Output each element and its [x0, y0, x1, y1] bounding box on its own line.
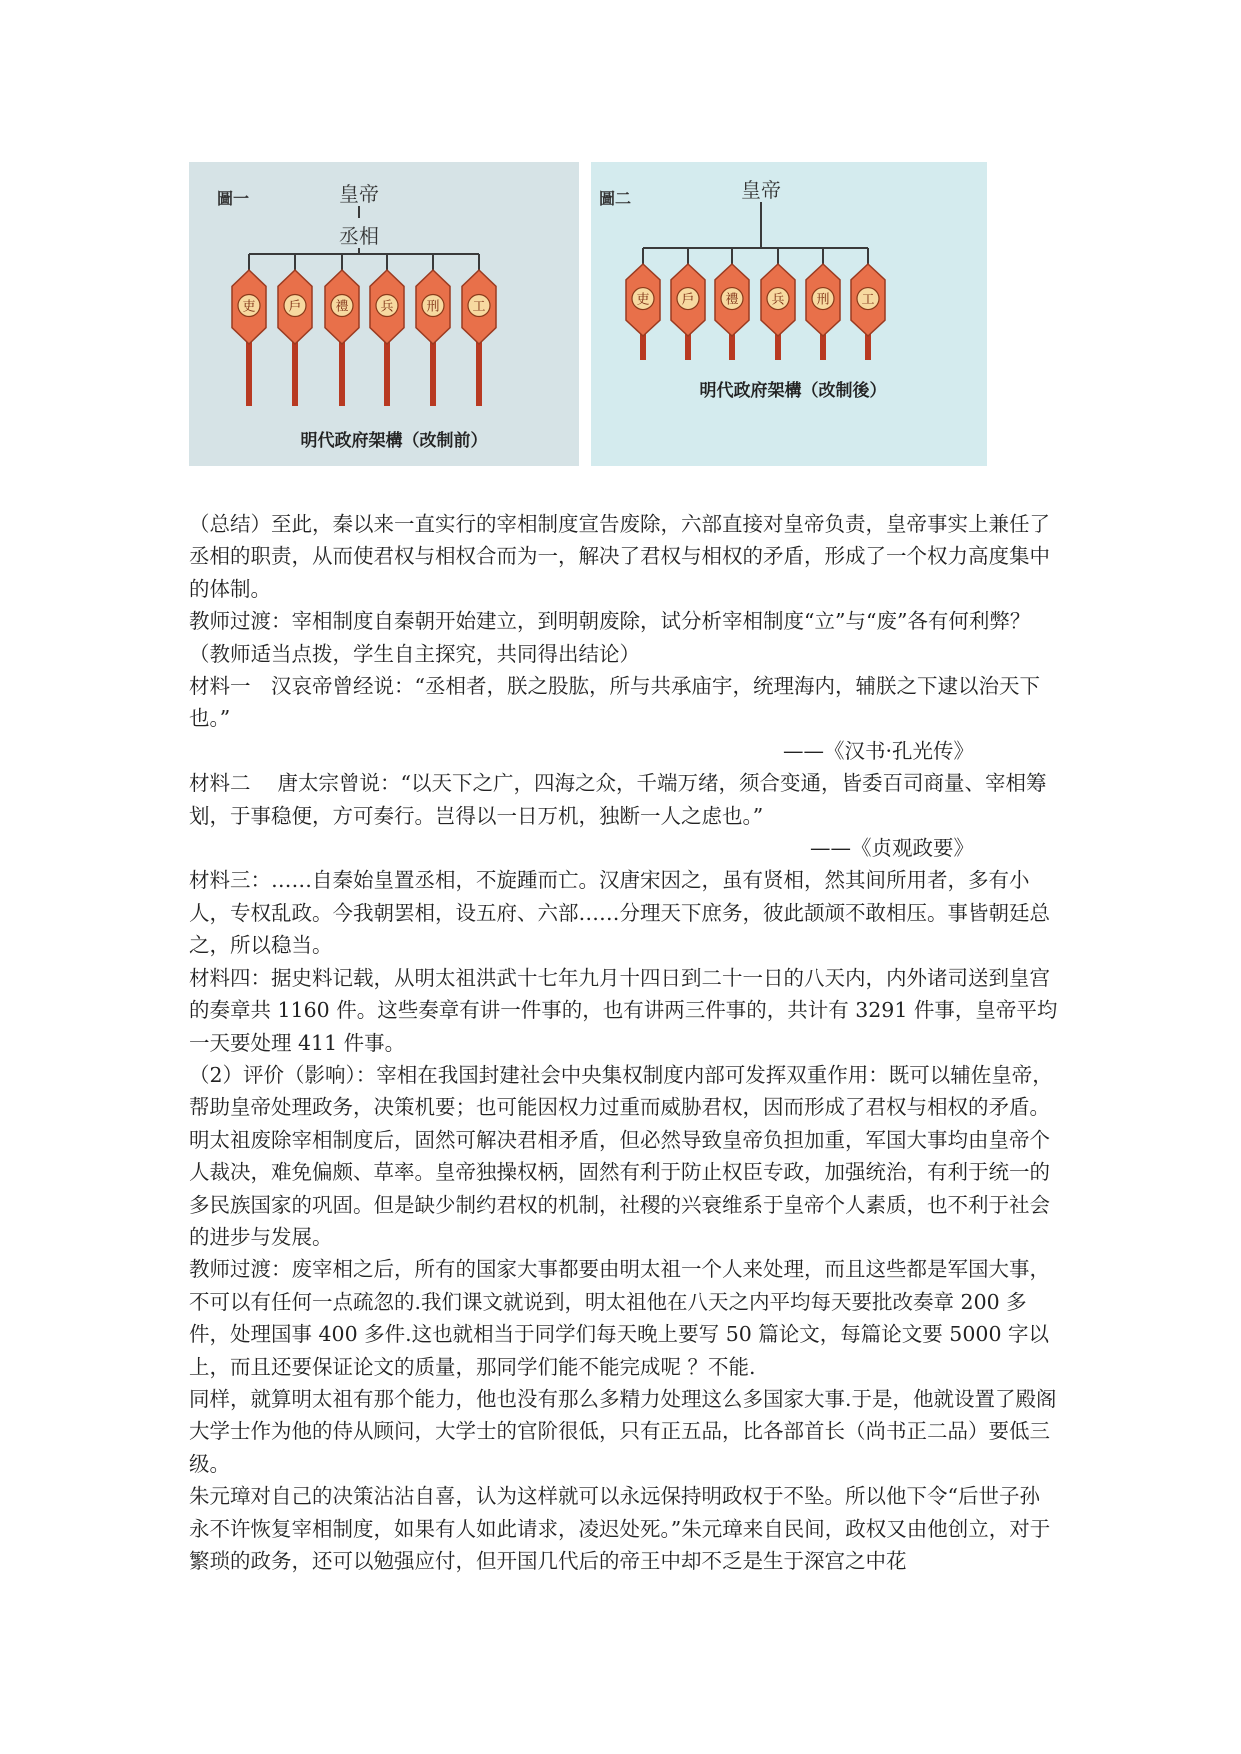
lantern-stick: [292, 340, 298, 406]
figure-caption: 明代政府架構（改制前）: [300, 431, 488, 451]
ministry-label: 刑: [816, 292, 830, 308]
ministry-lantern: [416, 270, 450, 406]
ministry-lantern: [370, 270, 404, 406]
lantern-stick: [476, 340, 482, 406]
figure-tag: 圖一: [217, 189, 250, 208]
ministry-lantern: [761, 264, 795, 360]
source-citation: ——《贞观政要》: [810, 836, 974, 861]
ministry-label: 吏: [242, 299, 256, 315]
ministry-lantern: [278, 270, 312, 406]
lantern-stick: [339, 340, 345, 406]
paragraph: （2）评价（影响）：宰相在我国封建社会中央集权制度内部可发挥双重作用：既可以辅佐皇帝，帮助皇帝处理政务，决策机要；也可能因权力过重而威胁君权，因而形成了君权与相权的矛盾。明太祖废除宰相制度后，固然可解决君相矛盾，但必然导致皇帝负担加重，军国大事均由皇帝个人裁决，难免偏颇、草率。皇帝独操权柄，固然有利于防止权臣专政，加强统治，有利于统一的多民族国家的巩固。但是缺少制约君权的机制，社稷的兴衰维系于皇帝个人素质，也不利于社会的进步与发展。: [189, 1062, 1053, 1249]
ministry-label: 兵: [380, 299, 394, 315]
emperor-label: 皇帝: [339, 182, 379, 206]
lantern-stick: [246, 340, 252, 406]
figure-caption: 明代政府架構（改制後）: [699, 381, 887, 401]
ministry-label: 戶: [681, 292, 695, 308]
ministry-lantern: [806, 264, 840, 360]
ministry-lantern: [671, 264, 705, 360]
ministry-label: 工: [472, 299, 486, 315]
paragraph: 材料三：……自秦始皇置丞相，不旋踵而亡。汉唐宋因之，虽有贤相，然其间所用者，多有小人，专权乱政。今我朝罢相，设五府、六部……分理天下庶务，彼此颉颃不敢相压。事皆朝廷总之，所以稳当。: [189, 868, 1050, 958]
paragraph: 材料一 汉哀帝曾经说：“丞相者，朕之股肱，所与共承庙宇，统理海内，辅朕之下逮以治天下也。”: [189, 674, 1040, 731]
paragraph: （总结）至此，秦以来一直实行的宰相制度宣告废除，六部直接对皇帝负责，皇帝事实上兼任了丞相的职责，从而使君权与相权合而为一，解决了君权与相权的矛盾，形成了一个权力高度集中的体制。: [189, 512, 1050, 601]
ministry-lantern: [626, 264, 660, 360]
figure-tag: 圖二: [599, 189, 632, 208]
ministry-label: 禮: [335, 299, 349, 315]
ministry-lantern: [462, 270, 496, 406]
government-structure-figure: [189, 162, 987, 466]
diagram-after-reform: [591, 162, 987, 466]
document-body: [189, 508, 1059, 1577]
paragraph: 材料二 唐太宗曾说：“以天下之广，四海之众，千端万绪，须合变通，皆委百司商量、宰相筹划，于事稳便，方可奏行。岂得以一日万机，独断一人之虑也。”: [189, 771, 1047, 828]
emperor-label: 皇帝: [741, 178, 781, 202]
diagram-before-reform: [189, 162, 579, 466]
ministry-label: 工: [861, 292, 875, 308]
ministry-lantern: [325, 270, 359, 406]
ministry-lantern: [715, 264, 749, 360]
source-citation: ——《汉书·孔光传》: [782, 738, 974, 763]
paragraph: 同样，就算明太祖有那个能力，他也没有那么多精力处理这么多国家大事.于是，他就设置了殿阁大学士作为他的侍从顾问，大学士的官阶很低，只有正五品，比各部首长（尚书正二品）要低三级。: [189, 1386, 1057, 1476]
ministry-label: 禮: [725, 292, 739, 308]
ministry-label: 兵: [771, 292, 785, 308]
chancellor-label: 丞相: [339, 224, 379, 248]
ministry-lantern: [851, 264, 885, 360]
lantern-stick: [430, 340, 436, 406]
ministry-lantern: [232, 270, 266, 406]
lantern-stick: [384, 340, 390, 406]
ministry-label: 吏: [636, 292, 650, 308]
paragraph: 教师过渡：宰相制度自秦朝开始建立，到明朝废除，试分析宰相制度“立”与“废”各有何利弊？（教师适当点拨，学生自主探究，共同得出结论）: [189, 609, 1031, 666]
paragraph: 教师过渡：废宰相之后，所有的国家大事都要由明太祖一个人来处理，而且这些都是军国大事，不可以有任何一点疏忽的.我们课文就说到，明太祖他在八天之内平均每天要批改奏章 200 多件，处理国事 400 多件.这也就相当于同学们每天晚上要写 50 篇论文，每篇论文要 5000 字以上，而且还要保证论文的质量，那同学们能不能完成呢 ？不能.: [189, 1257, 1050, 1379]
ministry-label: 刑: [426, 299, 440, 315]
ministry-label: 戶: [288, 299, 302, 315]
hierarchy-lines: [591, 162, 987, 466]
paragraph: 材料四：据史料记载，从明太祖洪武十七年九月十四日到二十一日的八天内，内外诸司送到皇宫的奏章共 1160 件。这些奏章有讲一件事的，也有讲两三件事的，共计有 3291 件事，皇帝平均一天要处理 411 件事。: [189, 965, 1058, 1055]
paragraph: 朱元璋对自己的决策沾沾自喜，认为这样就可以永远保持明政权于不坠。所以他下令“后世子孙永不许恢复宰相制度，如果有人如此请求，凌迟处死。”朱元璋来自民间，政权又由他创立，对于繁琐的政务，还可以勉强应付，但开国几代后的帝王中却不乏是生于深宫之中花: [189, 1484, 1051, 1573]
